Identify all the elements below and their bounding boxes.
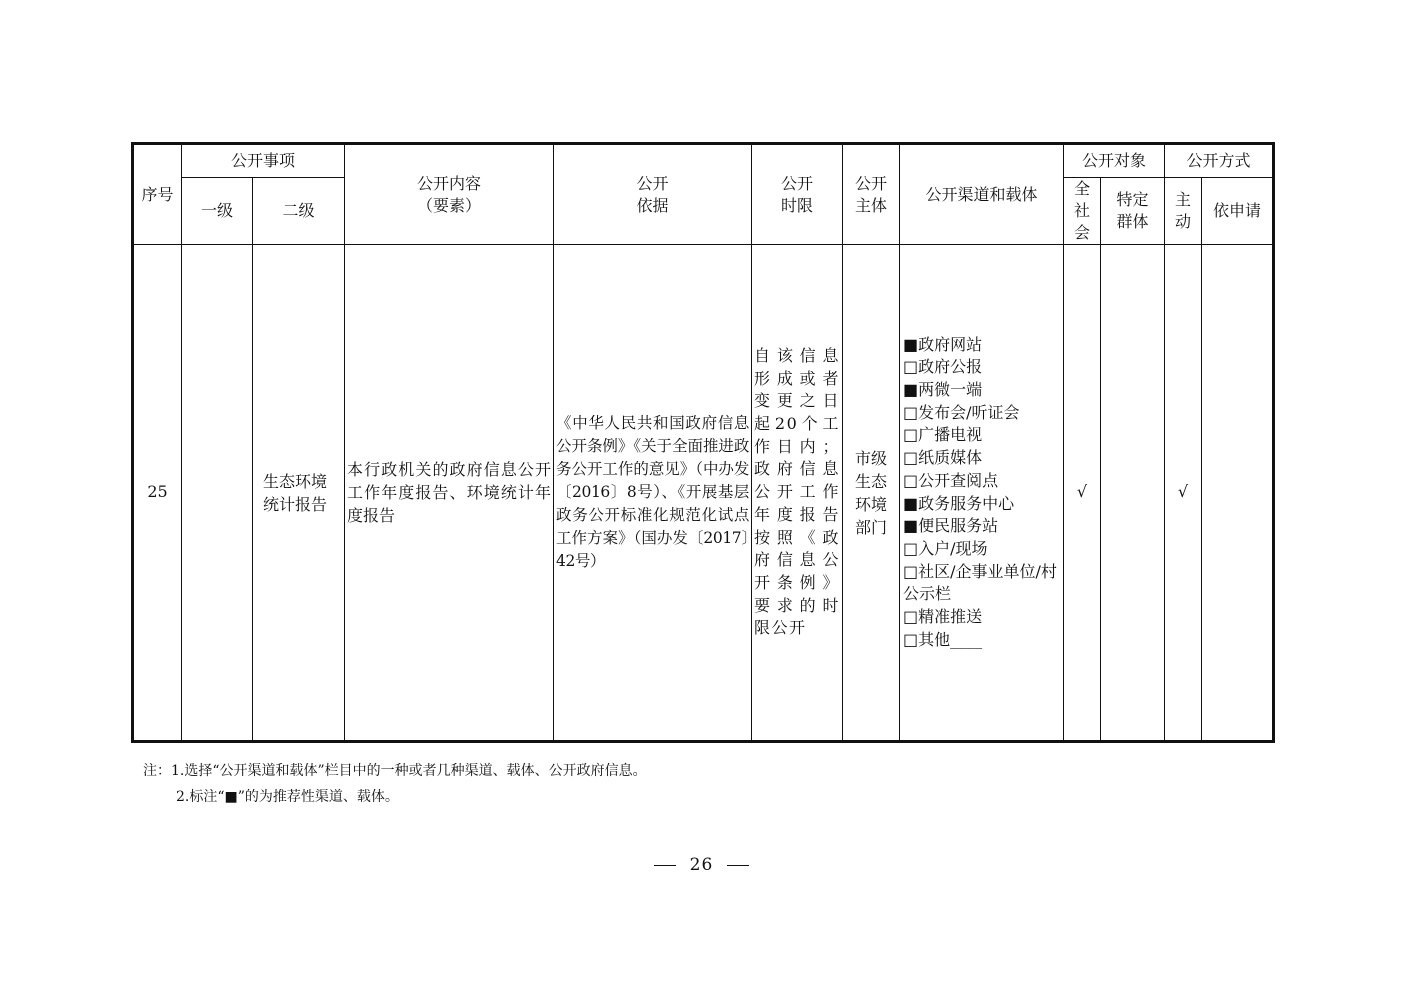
channel-item: □社区/企事业单位/村公示栏 — [903, 561, 1057, 604]
channel-item: □精准推送 — [903, 607, 983, 627]
channel-item: ■两微一端 — [903, 379, 983, 399]
channel-item: □发布会/听证会 — [903, 402, 1020, 422]
header-item-group: 公开事项 — [182, 144, 345, 178]
channel-item: ■便民服务站 — [903, 516, 999, 536]
header-active — [1165, 178, 1202, 245]
footnote-line-2: 2.标注“■”的为推荐性渠道、载体。 — [176, 789, 399, 805]
cell-subject — [843, 245, 900, 742]
header-channel: 公开渠道和载体 — [900, 144, 1064, 245]
cell-seq: 25 — [133, 245, 182, 742]
channel-list — [900, 334, 1063, 652]
header-seq: 序号 — [133, 144, 182, 245]
cell-on-request — [1202, 245, 1274, 742]
cell-basis — [554, 245, 752, 742]
channel-item: □其他____ — [903, 629, 983, 649]
cell-basis-text: 《中华人民共和国政府信息公开条例》《关于全面推进政务公开工作的意见》（中办发〔2016〕8号）、《开展基层政务公开标准化规范化试点工作方案》（国办发〔2017〕42号） — [556, 414, 750, 570]
header-level2: 二级 — [253, 178, 345, 245]
disclosure-table — [131, 142, 1275, 743]
header-specific-group-text: 特定 群体 — [1116, 190, 1149, 231]
channel-item: □广播电视 — [903, 425, 983, 445]
header-subject-text: 公开 主体 — [855, 173, 888, 215]
header-content-text: 公开内容 （要素） — [417, 173, 482, 215]
cell-content — [345, 245, 554, 742]
page-number — [0, 855, 1403, 875]
header-level1: 一级 — [182, 178, 253, 245]
channel-item: □入户/现场 — [903, 538, 988, 558]
channel-item: ■政务服务中心 — [903, 493, 1015, 513]
channel-item: □公开查阅点 — [903, 470, 999, 490]
cell-channels — [900, 245, 1064, 742]
header-basis — [554, 144, 752, 245]
cell-period — [752, 245, 843, 742]
header-specific-group — [1101, 178, 1165, 245]
cell-content-text: 本行政机关的政府信息公开工作年度报告、环境统计年度报告 — [347, 460, 552, 525]
footnote — [143, 758, 647, 810]
header-basis-text: 公开 依据 — [636, 173, 669, 215]
header-active-text: 主 动 — [1175, 190, 1192, 231]
cell-level2 — [253, 245, 345, 742]
header-subject — [843, 144, 900, 245]
page-dash-right — [727, 865, 749, 866]
header-period-text: 公开 时限 — [781, 173, 814, 215]
header-target-group: 公开对象 — [1064, 144, 1165, 178]
cell-period-text: 自该信息形成或者变更之日起20个工作日内；政府信息公开工作年度报告按照《政府信息公开条例》要求的时限公开 — [754, 345, 841, 638]
page-dash-left — [654, 865, 676, 866]
cell-all-society: √ — [1064, 245, 1101, 742]
header-on-request: 依申请 — [1202, 178, 1274, 245]
cell-subject-text: 市级 生态 环境 部门 — [855, 448, 888, 537]
header-content — [345, 144, 554, 245]
header-method-group: 公开方式 — [1165, 144, 1274, 178]
header-all-society-text: 全 社 会 — [1074, 179, 1091, 242]
table-row — [133, 245, 1274, 742]
cell-level1 — [182, 245, 253, 742]
cell-level2-text: 生态环境统计报告 — [263, 471, 328, 514]
cell-active: √ — [1165, 245, 1202, 742]
footnote-line-1: 注：1.选择“公开渠道和载体”栏目中的一种或者几种渠道、载体、公开政府信息。 — [143, 763, 647, 779]
header-all-society — [1064, 178, 1101, 245]
channel-item: ■政府网站 — [903, 334, 983, 354]
page-number-text: 26 — [689, 855, 714, 875]
cell-specific-group — [1101, 245, 1165, 742]
channel-item: □纸质媒体 — [903, 448, 983, 468]
channel-item: □政府公报 — [903, 357, 983, 377]
header-period — [752, 144, 843, 245]
